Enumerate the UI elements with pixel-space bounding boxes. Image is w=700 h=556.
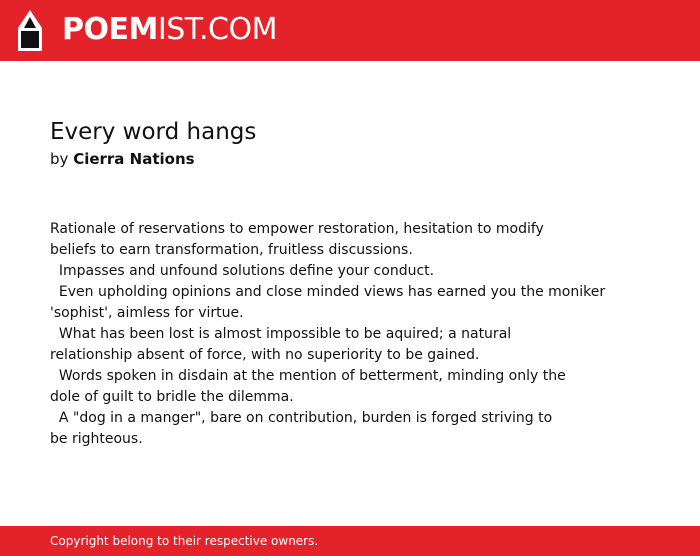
poem-line: Words spoken in disdain at the mention of betterment, minding only the bbox=[50, 368, 566, 384]
logo-light-text: IST.COM bbox=[157, 12, 277, 47]
poem-body bbox=[50, 219, 670, 450]
poem-title: Every word hangs bbox=[50, 119, 257, 145]
poem-line: A "dog in a manger", bare on contribution, burden is forged striving to bbox=[50, 410, 553, 426]
poem-line: What has been lost is almost impossible to be aquired; a natural bbox=[50, 326, 512, 342]
author-name: Cierra Nations bbox=[73, 150, 195, 168]
poem-line: beliefs to earn transformation, fruitless discussions. bbox=[50, 242, 413, 258]
pencil-icon[interactable] bbox=[18, 10, 42, 51]
poem-line: 'sophist', aimless for virtue. bbox=[50, 305, 244, 321]
poem-line: Rationale of reservations to empower restoration, hesitation to modify bbox=[50, 221, 544, 237]
byline bbox=[50, 149, 195, 169]
site-logo[interactable] bbox=[62, 12, 277, 48]
site-header bbox=[0, 0, 700, 61]
poem-line: Impasses and unfound solutions define your conduct. bbox=[50, 263, 435, 279]
poem-line: Even upholding opinions and close minded views has earned you the moniker bbox=[50, 284, 606, 300]
by-label: by bbox=[50, 150, 69, 168]
poem-line: be righteous. bbox=[50, 431, 143, 447]
poem-line: relationship absent of force, with no superiority to be gained. bbox=[50, 347, 480, 363]
copyright-notice: Copyright belong to their respective owners. bbox=[50, 534, 319, 548]
logo-bold-text: POEM bbox=[62, 12, 158, 47]
site-footer bbox=[0, 526, 700, 556]
poem-line: dole of guilt to bridle the dilemma. bbox=[50, 389, 294, 405]
